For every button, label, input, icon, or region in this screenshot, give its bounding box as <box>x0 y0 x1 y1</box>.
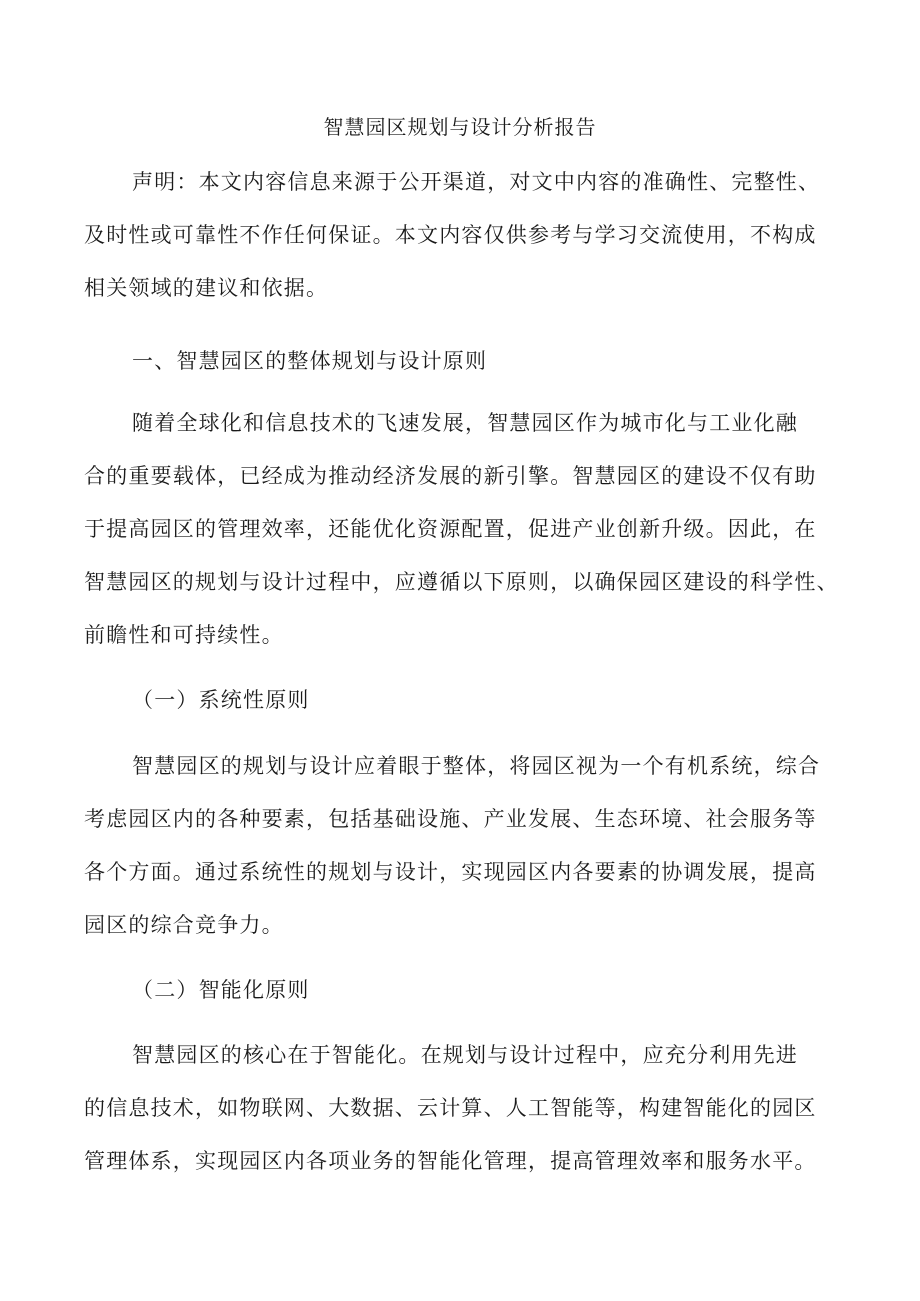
subsection-heading: （二）智能化原则 <box>132 978 310 1002</box>
paragraph-line: 于提高园区的管理效率，还能优化资源配置，促进产业创新升级。因此，在 <box>84 517 817 541</box>
paragraph-line: 前瞻性和可持续性。 <box>84 623 284 647</box>
paragraph-line: 智慧园区的核心在于智能化。在规划与设计过程中，应充分利用先进 <box>132 1043 798 1067</box>
paragraph-line: 考虑园区内的各种要素，包括基础设施、产业发展、生态环境、社会服务等 <box>84 807 817 831</box>
disclaimer-line: 相关领域的建议和依据。 <box>84 276 329 300</box>
paragraph-line: 园区的综合竞争力。 <box>84 913 284 937</box>
disclaimer-line: 声明：本文内容信息来源于公开渠道，对文中内容的准确性、完整性、 <box>132 170 821 194</box>
subsection-heading: （一）系统性原则 <box>132 688 310 712</box>
disclaimer-line: 及时性或可靠性不作任何保证。本文内容仅供参考与学习交流使用，不构成 <box>84 223 817 247</box>
disclaimer-paragraph <box>84 156 844 315</box>
paragraph-line: 合的重要载体，已经成为推动经济发展的新引擎。智慧园区的建设不仅有助 <box>84 464 817 488</box>
paragraph-line: 各个方面。通过系统性的规划与设计，实现园区内各要素的协调发展，提高 <box>84 860 817 884</box>
document-title: 智慧园区规划与设计分析报告 <box>323 115 597 139</box>
intro-paragraph <box>84 397 844 662</box>
section-heading: 一、智慧园区的整体规划与设计原则 <box>132 349 488 373</box>
paragraph-line: 智慧园区的规划与设计过程中，应遵循以下原则，以确保园区建设的科学性、 <box>84 570 839 594</box>
paragraph-line: 随着全球化和信息技术的飞速发展，智慧园区作为城市化与工业化融 <box>132 411 798 435</box>
paragraph-line: 智慧园区的规划与设计应着眼于整体，将园区视为一个有机系统，综合 <box>132 754 821 778</box>
paragraph-line: 的信息技术，如物联网、大数据、云计算、人工智能等，构建智能化的园区 <box>84 1096 817 1120</box>
paragraph-line: 管理体系，实现园区内各项业务的智能化管理，提高管理效率和服务水平。 <box>84 1149 817 1173</box>
subsection-paragraph <box>84 1029 844 1188</box>
subsection-paragraph <box>84 740 844 952</box>
